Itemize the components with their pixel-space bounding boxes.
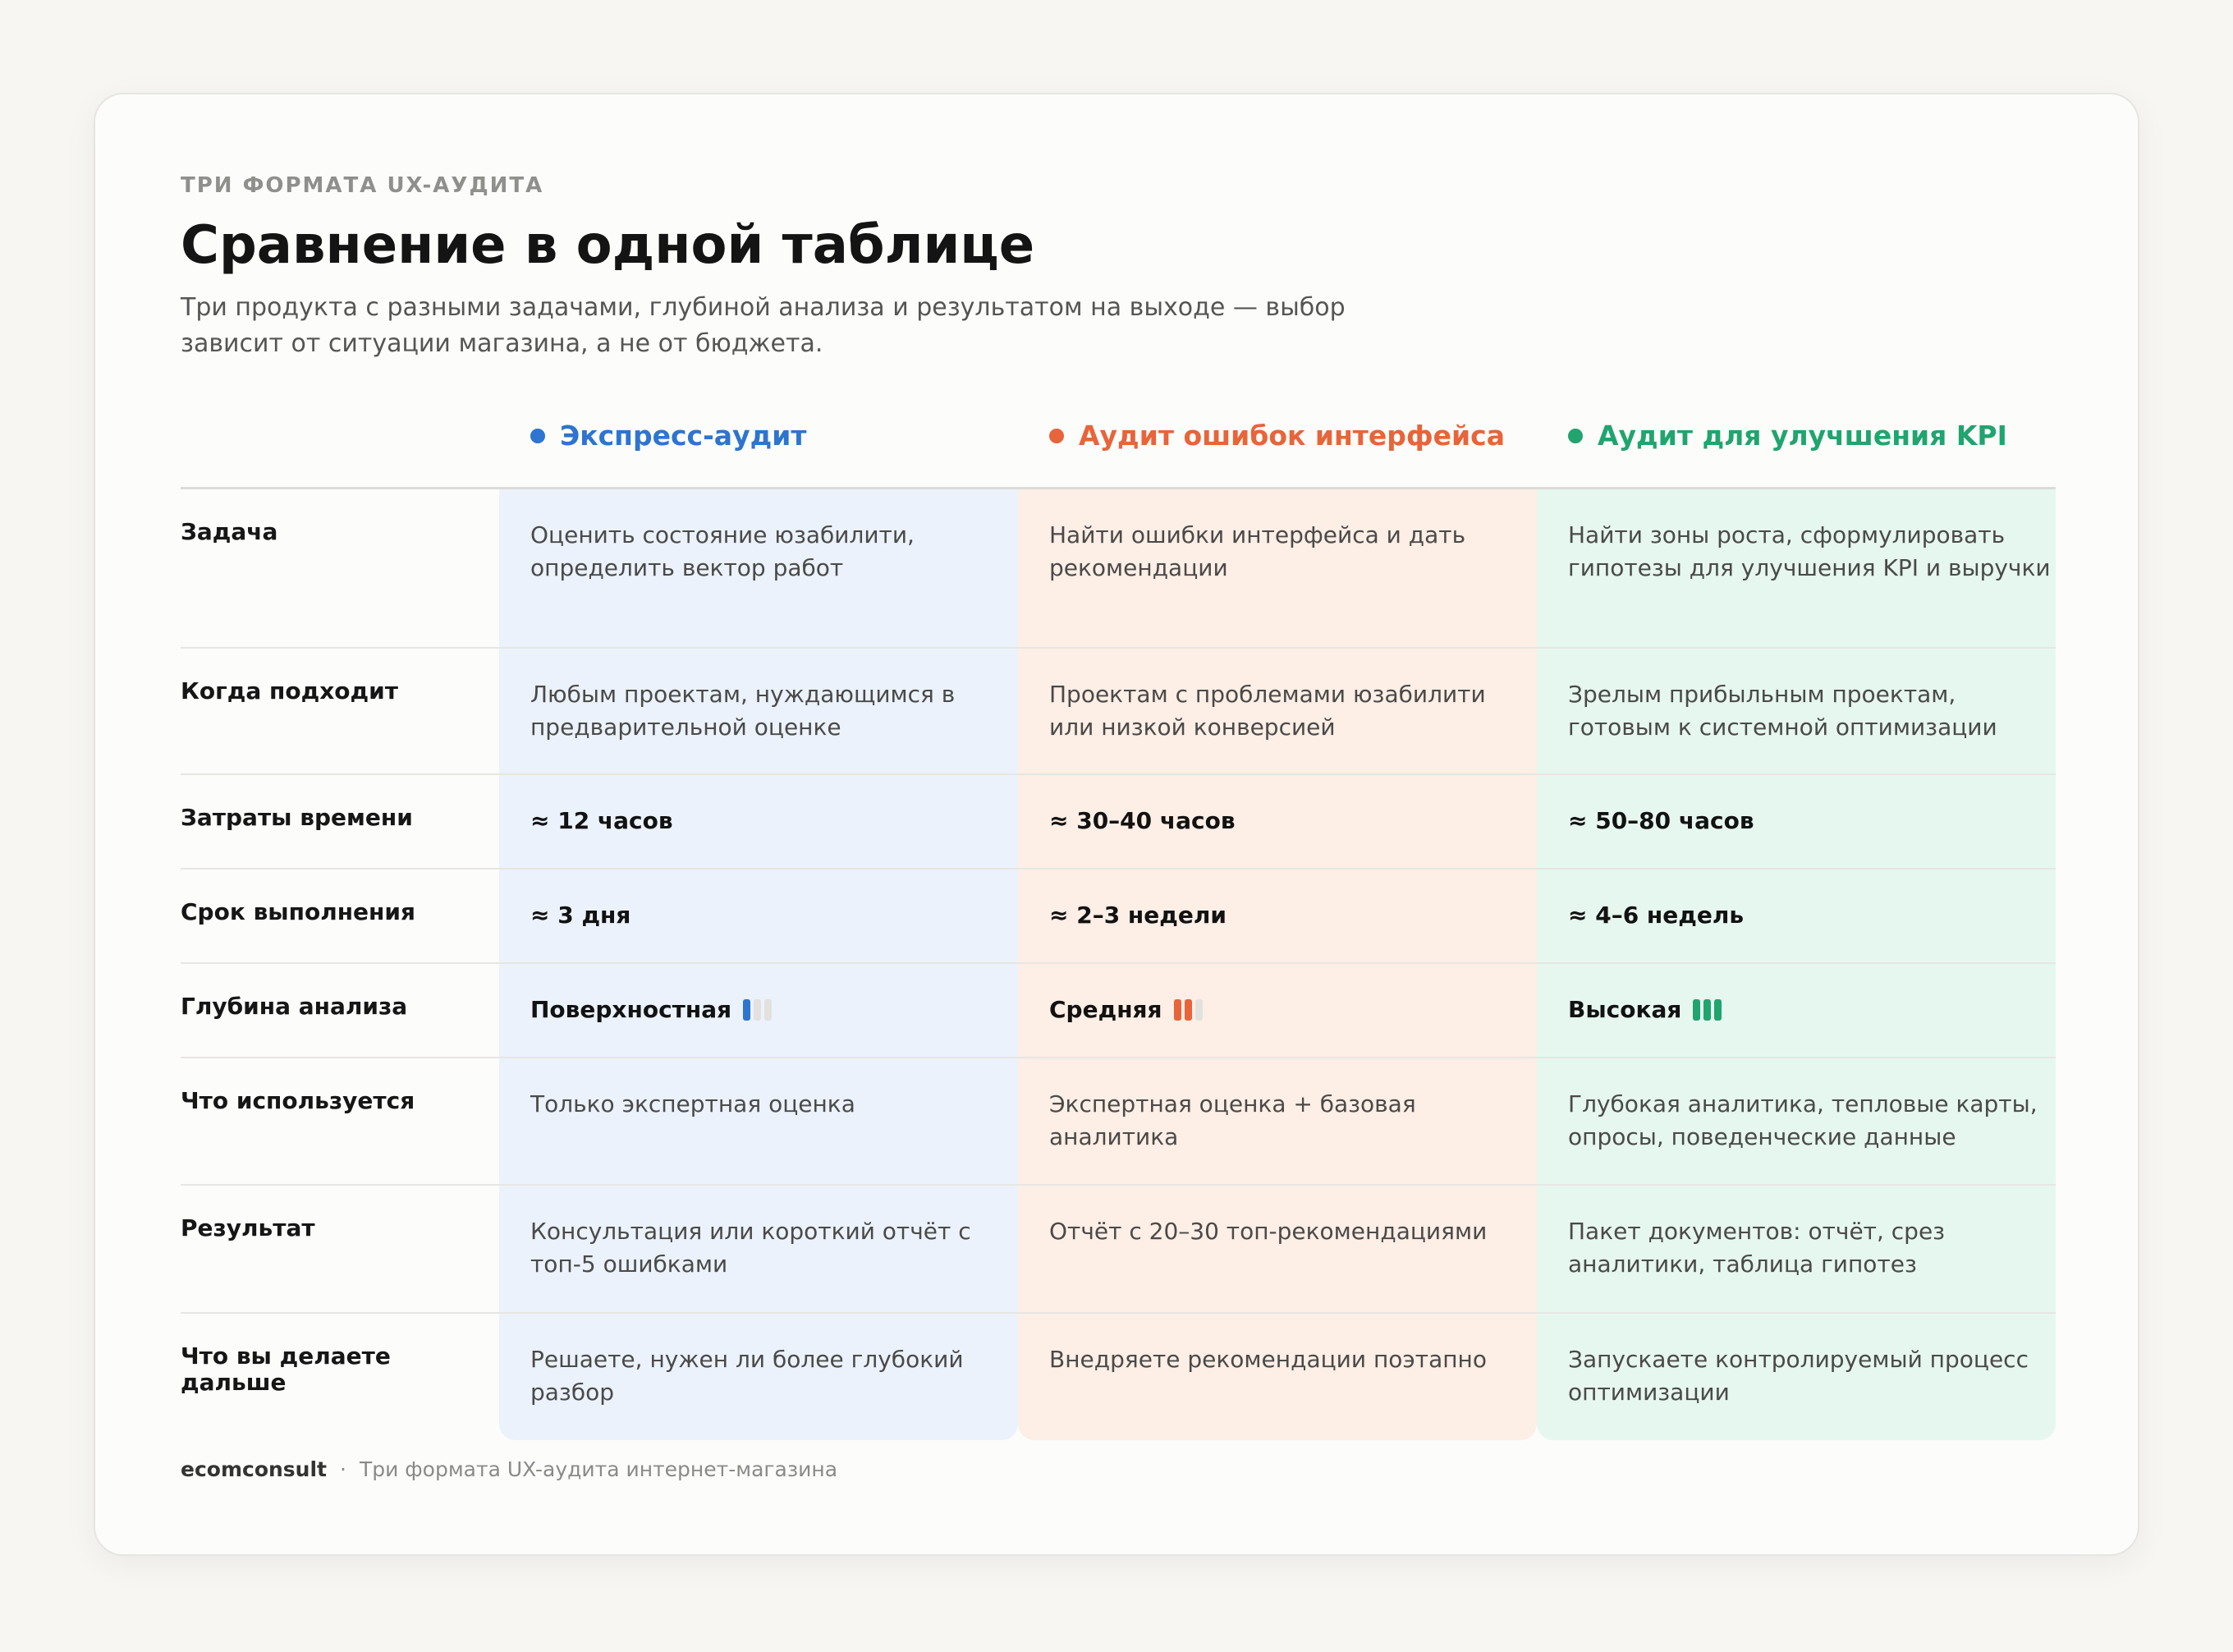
depth-bar — [1174, 999, 1181, 1021]
table-cell: Зрелым прибыльным проектам, готовым к системной оптимизации — [1568, 681, 1997, 741]
depth-label: Средняя — [1049, 996, 1162, 1023]
table-cell: Глубокая аналитика, тепловые карты, опросы, поведенческие данные — [1568, 1090, 2038, 1150]
table-cell: Только экспертная оценка — [530, 1090, 855, 1117]
depth-meter-icon — [1174, 999, 1203, 1021]
column-title: Экспресс-аудит — [560, 420, 807, 452]
table-cell: ≈ 2–3 недели — [1049, 902, 1227, 929]
page-title: Сравнение в одной таблице — [181, 215, 1035, 276]
table-cell: Экспертная оценка + базовая аналитика — [1049, 1090, 1416, 1150]
table-cell: ≈ 4–6 недель — [1568, 902, 1745, 929]
footer-caption: Три формата UX-аудита интернет-магазина — [359, 1457, 838, 1481]
column-header-kpi — [1568, 420, 2007, 452]
depth-bar — [1714, 999, 1722, 1021]
table-cell: Пакет документов: отчёт, срез аналитики, таблица гипотез — [1568, 1218, 1946, 1278]
depth-label: Высокая — [1568, 996, 1682, 1023]
comparison-table — [181, 398, 2056, 1440]
table-cell: Оценить состояние юзабилити, определить вектор работ — [530, 521, 915, 581]
table-cell: ≈ 3 дня — [530, 902, 631, 929]
table-cell: Найти зоны роста, сформулировать гипотезы для улучшения KPI и выручки — [1568, 521, 2051, 581]
depth-bar — [1195, 999, 1203, 1021]
depth-bar — [754, 999, 761, 1021]
table-cell: Внедряете рекомендации поэтапно — [1049, 1346, 1487, 1373]
table-row — [181, 870, 2056, 964]
row-label: Задача — [181, 518, 278, 545]
bullet-dot-icon — [530, 429, 545, 443]
row-label: Срок выполнения — [181, 898, 415, 925]
row-label: Затраты времени — [181, 804, 413, 831]
row-label: Когда подходит — [181, 677, 398, 704]
footer — [181, 1457, 837, 1481]
table-cell: Найти ошибки интерфейса и дать рекомендации — [1049, 521, 1466, 581]
column-header-interface — [1049, 420, 1505, 452]
depth-label: Поверхностная — [530, 996, 732, 1023]
brand-name: ecomconsult — [181, 1457, 327, 1481]
table-row — [181, 1186, 2056, 1314]
depth-meter-icon — [743, 999, 772, 1021]
table-row — [181, 964, 2056, 1058]
table-row — [181, 1058, 2056, 1186]
table-cell: ≈ 50–80 часов — [1568, 807, 1754, 834]
table-cell: Решаете, нужен ли более глубокий разбор — [530, 1346, 964, 1406]
depth-bar — [764, 999, 772, 1021]
table-cell: ≈ 12 часов — [530, 807, 673, 834]
depth-bar — [1703, 999, 1711, 1021]
eyebrow: ТРИ ФОРМАТА UX-АУДИТА — [181, 173, 544, 198]
table-row — [181, 489, 2056, 649]
table-header — [181, 398, 2056, 489]
table-cell: Запускаете контролируемый процесс оптимизации — [1568, 1346, 2029, 1406]
column-header-express — [530, 420, 806, 452]
row-label: Глубина анализа — [181, 993, 408, 1020]
column-title: Аудит ошибок интерфейса — [1079, 420, 1506, 452]
row-label: Результат — [181, 1214, 315, 1241]
depth-meter-icon — [1693, 999, 1722, 1021]
table-cell: Проектам с проблемами юзабилити или низкой конверсией — [1049, 681, 1486, 741]
comparison-card — [94, 93, 2139, 1556]
table-cell: Консультация или короткий отчёт с топ-5 ошибками — [530, 1218, 971, 1278]
depth-cell — [1568, 993, 2052, 1026]
row-label: Что используется — [181, 1087, 415, 1114]
row-label: Что вы делаете дальше — [181, 1342, 391, 1396]
table-cell: ≈ 30–40 часов — [1049, 807, 1236, 834]
page-subtitle: Три продукта с разными задачами, глубиной анализа и результатом на выходе — выбор зависит от ситуации магазина, а не от бюджета. — [181, 293, 1346, 358]
table-cell: Отчёт с 20–30 топ-рекомендациями — [1049, 1218, 1488, 1245]
depth-bar — [1693, 999, 1700, 1021]
table-cell: Любым проектам, нуждающимся в предварительной оценке — [530, 681, 956, 741]
depth-bar — [1185, 999, 1192, 1021]
column-title: Аудит для улучшения KPI — [1598, 420, 2007, 452]
depth-bar — [743, 999, 750, 1021]
table-row — [181, 775, 2056, 870]
table-row — [181, 649, 2056, 775]
footer-separator: · — [340, 1457, 346, 1481]
bullet-dot-icon — [1568, 429, 1583, 443]
table-row — [181, 1314, 2056, 1440]
depth-cell — [1049, 993, 1534, 1026]
depth-cell — [530, 993, 1015, 1026]
bullet-dot-icon — [1049, 429, 1064, 443]
